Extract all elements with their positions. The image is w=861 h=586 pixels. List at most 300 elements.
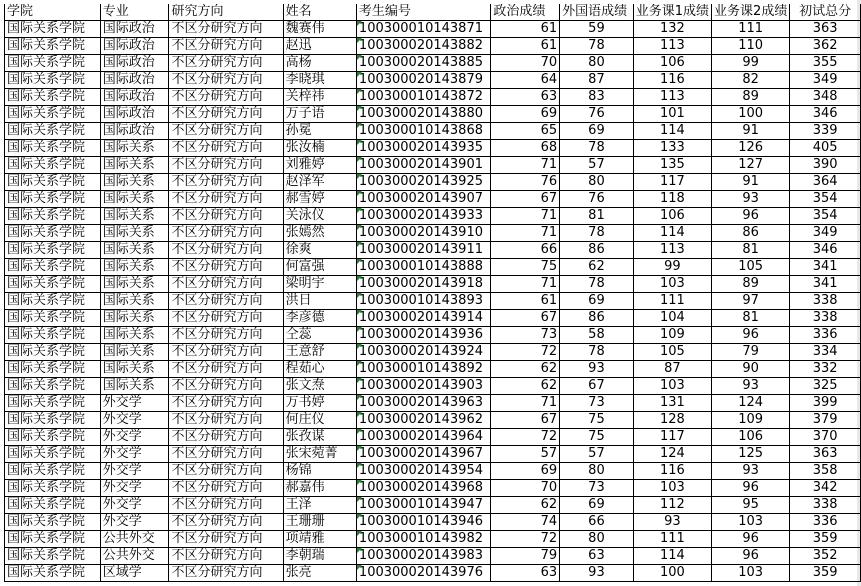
cell-foreign-language-score[interactable]: 75 [560, 412, 634, 429]
cell-total-score[interactable]: 341 [790, 276, 861, 293]
cell-college[interactable]: 国际关系学院 [5, 310, 101, 327]
cell-politics-score[interactable]: 64 [491, 72, 560, 89]
cell-course1-score[interactable]: 113 [633, 38, 711, 55]
cell-major[interactable]: 国际关系 [100, 225, 169, 242]
cell-course2-score[interactable]: 124 [712, 395, 790, 412]
cell-name[interactable]: 洪日 [283, 293, 356, 310]
cell-major[interactable]: 国际政治 [100, 21, 169, 38]
cell-foreign-language-score[interactable]: 80 [560, 463, 634, 480]
cell-course1-score[interactable]: 109 [633, 327, 711, 344]
cell-college[interactable]: 国际关系学院 [5, 412, 101, 429]
cell-research-direction[interactable]: 不区分研究方向 [169, 259, 283, 276]
cell-course2-score[interactable]: 125 [712, 446, 790, 463]
cell-research-direction[interactable]: 不区分研究方向 [169, 497, 283, 514]
cell-total-score[interactable]: 346 [790, 106, 861, 123]
cell-exam-id[interactable] [356, 242, 490, 259]
cell-politics-score[interactable]: 71 [491, 276, 560, 293]
cell-politics-score[interactable]: 75 [491, 259, 560, 276]
cell-major[interactable]: 国际关系 [100, 259, 169, 276]
cell-foreign-language-score[interactable]: 66 [560, 514, 634, 531]
cell-foreign-language-score[interactable]: 76 [560, 106, 634, 123]
cell-research-direction[interactable]: 不区分研究方向 [169, 276, 283, 293]
cell-course1-score[interactable]: 128 [633, 412, 711, 429]
cell-total-score[interactable]: 358 [790, 463, 861, 480]
cell-course1-score[interactable]: 135 [633, 157, 711, 174]
cell-politics-score[interactable]: 67 [491, 310, 560, 327]
cell-research-direction[interactable]: 不区分研究方向 [169, 174, 283, 191]
cell-research-direction[interactable]: 不区分研究方向 [169, 89, 283, 106]
cell-course2-score[interactable]: 111 [712, 21, 790, 38]
cell-total-score[interactable]: 363 [790, 21, 861, 38]
cell-course2-score[interactable]: 127 [712, 157, 790, 174]
cell-foreign-language-score[interactable]: 78 [560, 276, 634, 293]
cell-politics-score[interactable]: 62 [491, 361, 560, 378]
cell-name[interactable]: 关梓祎 [283, 89, 356, 106]
cell-research-direction[interactable]: 不区分研究方向 [169, 123, 283, 140]
cell-college[interactable]: 国际关系学院 [5, 140, 101, 157]
cell-exam-id[interactable] [356, 38, 490, 55]
header-major[interactable]: 专业 [100, 4, 169, 21]
cell-foreign-language-score[interactable]: 59 [560, 21, 634, 38]
cell-name[interactable]: 赵泽军 [283, 174, 356, 191]
cell-name[interactable]: 高杨 [283, 55, 356, 72]
cell-politics-score[interactable]: 72 [491, 429, 560, 446]
header-course1-score[interactable]: 业务课1成绩 [633, 4, 711, 21]
header-course2-score[interactable]: 业务课2成绩 [712, 4, 790, 21]
header-college[interactable]: 学院 [5, 4, 101, 21]
cell-exam-id[interactable] [356, 259, 490, 276]
cell-major[interactable]: 外交学 [100, 412, 169, 429]
cell-exam-id[interactable] [356, 514, 490, 531]
cell-politics-score[interactable]: 67 [491, 412, 560, 429]
cell-exam-id[interactable] [356, 480, 490, 497]
cell-course2-score[interactable]: 81 [712, 242, 790, 259]
cell-major[interactable]: 国际政治 [100, 123, 169, 140]
cell-major[interactable]: 国际关系 [100, 293, 169, 310]
cell-research-direction[interactable]: 不区分研究方向 [169, 293, 283, 310]
cell-exam-id[interactable] [356, 21, 490, 38]
cell-college[interactable]: 国际关系学院 [5, 378, 101, 395]
cell-exam-id[interactable] [356, 531, 490, 548]
cell-course2-score[interactable]: 91 [712, 174, 790, 191]
cell-course2-score[interactable]: 93 [712, 191, 790, 208]
cell-exam-id[interactable] [356, 293, 490, 310]
cell-college[interactable]: 国际关系学院 [5, 174, 101, 191]
cell-major[interactable]: 国际关系 [100, 208, 169, 225]
cell-research-direction[interactable]: 不区分研究方向 [169, 310, 283, 327]
cell-college[interactable]: 国际关系学院 [5, 480, 101, 497]
cell-course1-score[interactable]: 118 [633, 191, 711, 208]
cell-major[interactable]: 国际关系 [100, 344, 169, 361]
cell-college[interactable]: 国际关系学院 [5, 242, 101, 259]
cell-name[interactable]: 王珊珊 [283, 514, 356, 531]
cell-course2-score[interactable]: 96 [712, 208, 790, 225]
cell-total-score[interactable]: 339 [790, 123, 861, 140]
cell-politics-score[interactable]: 66 [491, 242, 560, 259]
cell-name[interactable]: 李朝瑞 [283, 548, 356, 565]
cell-major[interactable]: 外交学 [100, 463, 169, 480]
cell-foreign-language-score[interactable]: 62 [560, 259, 634, 276]
cell-college[interactable]: 国际关系学院 [5, 514, 101, 531]
cell-course2-score[interactable]: 100 [712, 106, 790, 123]
cell-research-direction[interactable]: 不区分研究方向 [169, 344, 283, 361]
cell-research-direction[interactable]: 不区分研究方向 [169, 55, 283, 72]
cell-course2-score[interactable]: 81 [712, 310, 790, 327]
cell-total-score[interactable]: 348 [790, 89, 861, 106]
cell-politics-score[interactable]: 79 [491, 548, 560, 565]
cell-foreign-language-score[interactable]: 69 [560, 497, 634, 514]
cell-name[interactable]: 万书婷 [283, 395, 356, 412]
cell-exam-id[interactable] [356, 123, 490, 140]
cell-course1-score[interactable]: 99 [633, 259, 711, 276]
cell-college[interactable]: 国际关系学院 [5, 429, 101, 446]
cell-name[interactable]: 张宋菀菁 [283, 446, 356, 463]
cell-course2-score[interactable]: 97 [712, 293, 790, 310]
cell-research-direction[interactable]: 不区分研究方向 [169, 140, 283, 157]
cell-exam-id[interactable] [356, 276, 490, 293]
cell-course2-score[interactable]: 110 [712, 38, 790, 55]
cell-college[interactable]: 国际关系学院 [5, 225, 101, 242]
cell-research-direction[interactable]: 不区分研究方向 [169, 463, 283, 480]
cell-course1-score[interactable]: 114 [633, 548, 711, 565]
cell-foreign-language-score[interactable]: 78 [560, 38, 634, 55]
cell-exam-id[interactable] [356, 55, 490, 72]
cell-course1-score[interactable]: 103 [633, 378, 711, 395]
cell-course1-score[interactable]: 103 [633, 480, 711, 497]
header-total-score[interactable]: 初试总分 [790, 4, 861, 21]
cell-politics-score[interactable]: 68 [491, 140, 560, 157]
cell-total-score[interactable]: 349 [790, 225, 861, 242]
cell-foreign-language-score[interactable]: 75 [560, 429, 634, 446]
cell-exam-id[interactable] [356, 157, 490, 174]
cell-course2-score[interactable]: 95 [712, 497, 790, 514]
cell-name[interactable]: 王泽 [283, 497, 356, 514]
cell-exam-id[interactable] [356, 89, 490, 106]
cell-total-score[interactable]: 363 [790, 446, 861, 463]
cell-major[interactable]: 国际关系 [100, 140, 169, 157]
cell-politics-score[interactable]: 71 [491, 225, 560, 242]
cell-politics-score[interactable]: 76 [491, 174, 560, 191]
cell-college[interactable]: 国际关系学院 [5, 344, 101, 361]
cell-exam-id[interactable] [356, 140, 490, 157]
cell-foreign-language-score[interactable]: 80 [560, 531, 634, 548]
cell-course1-score[interactable]: 117 [633, 429, 711, 446]
cell-research-direction[interactable]: 不区分研究方向 [169, 361, 283, 378]
cell-foreign-language-score[interactable]: 80 [560, 174, 634, 191]
cell-total-score[interactable]: 355 [790, 55, 861, 72]
cell-exam-id[interactable] [356, 446, 490, 463]
cell-major[interactable]: 国际关系 [100, 310, 169, 327]
cell-exam-id[interactable] [356, 412, 490, 429]
cell-course1-score[interactable]: 105 [633, 344, 711, 361]
cell-total-score[interactable]: 399 [790, 395, 861, 412]
cell-research-direction[interactable]: 不区分研究方向 [169, 242, 283, 259]
header-name[interactable]: 姓名 [283, 4, 356, 21]
cell-major[interactable]: 国际关系 [100, 361, 169, 378]
cell-college[interactable]: 国际关系学院 [5, 191, 101, 208]
cell-name[interactable]: 何富强 [283, 259, 356, 276]
cell-research-direction[interactable]: 不区分研究方向 [169, 480, 283, 497]
cell-course1-score[interactable]: 104 [633, 310, 711, 327]
cell-college[interactable]: 国际关系学院 [5, 463, 101, 480]
cell-exam-id[interactable] [356, 191, 490, 208]
cell-name[interactable]: 万子语 [283, 106, 356, 123]
cell-research-direction[interactable]: 不区分研究方向 [169, 38, 283, 55]
cell-major[interactable]: 国际关系 [100, 276, 169, 293]
cell-name[interactable]: 杨锦 [283, 463, 356, 480]
cell-politics-score[interactable]: 70 [491, 480, 560, 497]
cell-college[interactable]: 国际关系学院 [5, 497, 101, 514]
cell-course1-score[interactable]: 112 [633, 497, 711, 514]
cell-foreign-language-score[interactable]: 78 [560, 344, 634, 361]
cell-name[interactable]: 项靖雅 [283, 531, 356, 548]
cell-total-score[interactable]: 336 [790, 514, 861, 531]
cell-major[interactable]: 国际关系 [100, 327, 169, 344]
cell-college[interactable]: 国际关系学院 [5, 38, 101, 55]
cell-name[interactable]: 李晓琪 [283, 72, 356, 89]
cell-course2-score[interactable]: 99 [712, 55, 790, 72]
cell-research-direction[interactable]: 不区分研究方向 [169, 378, 283, 395]
cell-course2-score[interactable]: 96 [712, 531, 790, 548]
cell-college[interactable]: 国际关系学院 [5, 548, 101, 565]
cell-name[interactable]: 徐爽 [283, 242, 356, 259]
cell-name[interactable]: 王意舒 [283, 344, 356, 361]
cell-foreign-language-score[interactable]: 78 [560, 140, 634, 157]
cell-major[interactable]: 公共外交 [100, 548, 169, 565]
cell-exam-id[interactable] [356, 361, 490, 378]
cell-research-direction[interactable]: 不区分研究方向 [169, 565, 283, 582]
cell-total-score[interactable]: 359 [790, 531, 861, 548]
cell-major[interactable]: 国际政治 [100, 106, 169, 123]
cell-name[interactable]: 郝雪婷 [283, 191, 356, 208]
cell-research-direction[interactable]: 不区分研究方向 [169, 225, 283, 242]
cell-total-score[interactable]: 342 [790, 480, 861, 497]
cell-total-score[interactable]: 341 [790, 259, 861, 276]
cell-major[interactable]: 国际政治 [100, 89, 169, 106]
cell-foreign-language-score[interactable]: 73 [560, 395, 634, 412]
cell-course2-score[interactable]: 109 [712, 412, 790, 429]
cell-foreign-language-score[interactable]: 83 [560, 89, 634, 106]
cell-research-direction[interactable]: 不区分研究方向 [169, 548, 283, 565]
cell-total-score[interactable]: 346 [790, 242, 861, 259]
cell-major[interactable]: 外交学 [100, 480, 169, 497]
cell-politics-score[interactable]: 57 [491, 446, 560, 463]
cell-politics-score[interactable]: 72 [491, 344, 560, 361]
cell-name[interactable]: 赵迅 [283, 38, 356, 55]
cell-research-direction[interactable]: 不区分研究方向 [169, 21, 283, 38]
cell-total-score[interactable]: 349 [790, 72, 861, 89]
cell-total-score[interactable]: 364 [790, 174, 861, 191]
cell-exam-id[interactable] [356, 395, 490, 412]
cell-course2-score[interactable]: 105 [712, 259, 790, 276]
cell-college[interactable]: 国际关系学院 [5, 208, 101, 225]
cell-name[interactable]: 张汝楠 [283, 140, 356, 157]
cell-total-score[interactable]: 338 [790, 310, 861, 327]
cell-name[interactable]: 程茹心 [283, 361, 356, 378]
cell-foreign-language-score[interactable]: 58 [560, 327, 634, 344]
cell-research-direction[interactable]: 不区分研究方向 [169, 429, 283, 446]
cell-total-score[interactable]: 362 [790, 38, 861, 55]
cell-research-direction[interactable]: 不区分研究方向 [169, 514, 283, 531]
cell-foreign-language-score[interactable]: 73 [560, 480, 634, 497]
cell-total-score[interactable]: 359 [790, 565, 861, 582]
cell-course2-score[interactable]: 89 [712, 89, 790, 106]
cell-college[interactable]: 国际关系学院 [5, 276, 101, 293]
cell-exam-id[interactable] [356, 497, 490, 514]
cell-exam-id[interactable] [356, 463, 490, 480]
cell-course2-score[interactable]: 90 [712, 361, 790, 378]
cell-college[interactable]: 国际关系学院 [5, 259, 101, 276]
cell-exam-id[interactable] [356, 208, 490, 225]
cell-foreign-language-score[interactable]: 67 [560, 378, 634, 395]
cell-course1-score[interactable]: 117 [633, 174, 711, 191]
cell-foreign-language-score[interactable]: 93 [560, 565, 634, 582]
cell-college[interactable]: 国际关系学院 [5, 72, 101, 89]
cell-name[interactable]: 何庄仪 [283, 412, 356, 429]
cell-exam-id[interactable] [356, 548, 490, 565]
cell-foreign-language-score[interactable]: 80 [560, 55, 634, 72]
cell-politics-score[interactable]: 71 [491, 395, 560, 412]
cell-major[interactable]: 外交学 [100, 446, 169, 463]
cell-college[interactable]: 国际关系学院 [5, 565, 101, 582]
cell-name[interactable]: 魏赛伟 [283, 21, 356, 38]
cell-total-score[interactable]: 370 [790, 429, 861, 446]
cell-politics-score[interactable]: 74 [491, 514, 560, 531]
cell-name[interactable]: 孙冕 [283, 123, 356, 140]
cell-politics-score[interactable]: 63 [491, 565, 560, 582]
cell-course2-score[interactable]: 106 [712, 429, 790, 446]
cell-college[interactable]: 国际关系学院 [5, 55, 101, 72]
cell-college[interactable]: 国际关系学院 [5, 21, 101, 38]
header-foreign-language-score[interactable]: 外国语成绩 [560, 4, 634, 21]
cell-course1-score[interactable]: 114 [633, 123, 711, 140]
cell-major[interactable]: 国际关系 [100, 157, 169, 174]
cell-major[interactable]: 国际关系 [100, 191, 169, 208]
cell-total-score[interactable]: 325 [790, 378, 861, 395]
cell-course1-score[interactable]: 87 [633, 361, 711, 378]
cell-politics-score[interactable]: 65 [491, 123, 560, 140]
cell-exam-id[interactable] [356, 565, 490, 582]
cell-course2-score[interactable]: 96 [712, 480, 790, 497]
cell-course2-score[interactable]: 103 [712, 514, 790, 531]
cell-name[interactable]: 张文焘 [283, 378, 356, 395]
cell-course1-score[interactable]: 132 [633, 21, 711, 38]
cell-course1-score[interactable]: 103 [633, 276, 711, 293]
cell-total-score[interactable]: 334 [790, 344, 861, 361]
cell-name[interactable]: 李彦德 [283, 310, 356, 327]
cell-name[interactable]: 张嫣然 [283, 225, 356, 242]
cell-research-direction[interactable]: 不区分研究方向 [169, 395, 283, 412]
cell-exam-id[interactable] [356, 225, 490, 242]
cell-foreign-language-score[interactable]: 93 [560, 361, 634, 378]
cell-college[interactable]: 国际关系学院 [5, 446, 101, 463]
cell-course1-score[interactable]: 111 [633, 293, 711, 310]
cell-major[interactable]: 国际关系 [100, 378, 169, 395]
cell-course1-score[interactable]: 131 [633, 395, 711, 412]
cell-course1-score[interactable]: 113 [633, 89, 711, 106]
cell-politics-score[interactable]: 71 [491, 208, 560, 225]
cell-college[interactable]: 国际关系学院 [5, 106, 101, 123]
cell-major[interactable]: 国际政治 [100, 38, 169, 55]
cell-college[interactable]: 国际关系学院 [5, 293, 101, 310]
cell-course1-score[interactable]: 111 [633, 531, 711, 548]
cell-total-score[interactable]: 332 [790, 361, 861, 378]
cell-foreign-language-score[interactable]: 57 [560, 157, 634, 174]
cell-college[interactable]: 国际关系学院 [5, 157, 101, 174]
cell-politics-score[interactable]: 61 [491, 293, 560, 310]
cell-name[interactable]: 张孜谋 [283, 429, 356, 446]
cell-foreign-language-score[interactable]: 86 [560, 310, 634, 327]
cell-course1-score[interactable]: 116 [633, 72, 711, 89]
cell-name[interactable]: 刘雅婷 [283, 157, 356, 174]
cell-major[interactable]: 国际关系 [100, 174, 169, 191]
cell-major[interactable]: 外交学 [100, 429, 169, 446]
cell-course1-score[interactable]: 100 [633, 565, 711, 582]
cell-research-direction[interactable]: 不区分研究方向 [169, 157, 283, 174]
cell-foreign-language-score[interactable]: 69 [560, 293, 634, 310]
cell-research-direction[interactable]: 不区分研究方向 [169, 106, 283, 123]
cell-college[interactable]: 国际关系学院 [5, 361, 101, 378]
cell-foreign-language-score[interactable]: 76 [560, 191, 634, 208]
cell-course1-score[interactable]: 124 [633, 446, 711, 463]
cell-politics-score[interactable]: 70 [491, 55, 560, 72]
cell-exam-id[interactable] [356, 174, 490, 191]
cell-research-direction[interactable]: 不区分研究方向 [169, 72, 283, 89]
cell-exam-id[interactable] [356, 429, 490, 446]
cell-course1-score[interactable]: 113 [633, 242, 711, 259]
cell-total-score[interactable]: 352 [790, 548, 861, 565]
cell-politics-score[interactable]: 72 [491, 531, 560, 548]
cell-politics-score[interactable]: 71 [491, 157, 560, 174]
cell-foreign-language-score[interactable]: 78 [560, 225, 634, 242]
cell-exam-id[interactable] [356, 344, 490, 361]
cell-exam-id[interactable] [356, 310, 490, 327]
cell-course2-score[interactable]: 79 [712, 344, 790, 361]
cell-course1-score[interactable]: 114 [633, 225, 711, 242]
cell-politics-score[interactable]: 61 [491, 21, 560, 38]
cell-major[interactable]: 国际关系 [100, 242, 169, 259]
cell-course2-score[interactable]: 82 [712, 72, 790, 89]
cell-course1-score[interactable]: 116 [633, 463, 711, 480]
cell-exam-id[interactable] [356, 378, 490, 395]
cell-foreign-language-score[interactable]: 63 [560, 548, 634, 565]
cell-total-score[interactable]: 354 [790, 208, 861, 225]
cell-research-direction[interactable]: 不区分研究方向 [169, 327, 283, 344]
cell-course2-score[interactable]: 89 [712, 276, 790, 293]
cell-research-direction[interactable]: 不区分研究方向 [169, 412, 283, 429]
cell-research-direction[interactable]: 不区分研究方向 [169, 208, 283, 225]
cell-major[interactable]: 国际政治 [100, 72, 169, 89]
cell-politics-score[interactable]: 69 [491, 463, 560, 480]
cell-major[interactable]: 公共外交 [100, 531, 169, 548]
cell-exam-id[interactable] [356, 72, 490, 89]
cell-total-score[interactable]: 405 [790, 140, 861, 157]
cell-politics-score[interactable]: 62 [491, 378, 560, 395]
cell-politics-score[interactable]: 69 [491, 106, 560, 123]
cell-politics-score[interactable]: 67 [491, 191, 560, 208]
cell-college[interactable]: 国际关系学院 [5, 89, 101, 106]
cell-exam-id[interactable] [356, 106, 490, 123]
cell-politics-score[interactable]: 61 [491, 38, 560, 55]
cell-total-score[interactable]: 354 [790, 191, 861, 208]
cell-foreign-language-score[interactable]: 57 [560, 446, 634, 463]
cell-total-score[interactable]: 379 [790, 412, 861, 429]
cell-major[interactable]: 外交学 [100, 497, 169, 514]
cell-name[interactable]: 张亮 [283, 565, 356, 582]
cell-course2-score[interactable]: 96 [712, 327, 790, 344]
cell-politics-score[interactable]: 73 [491, 327, 560, 344]
cell-name[interactable]: 关泳仪 [283, 208, 356, 225]
